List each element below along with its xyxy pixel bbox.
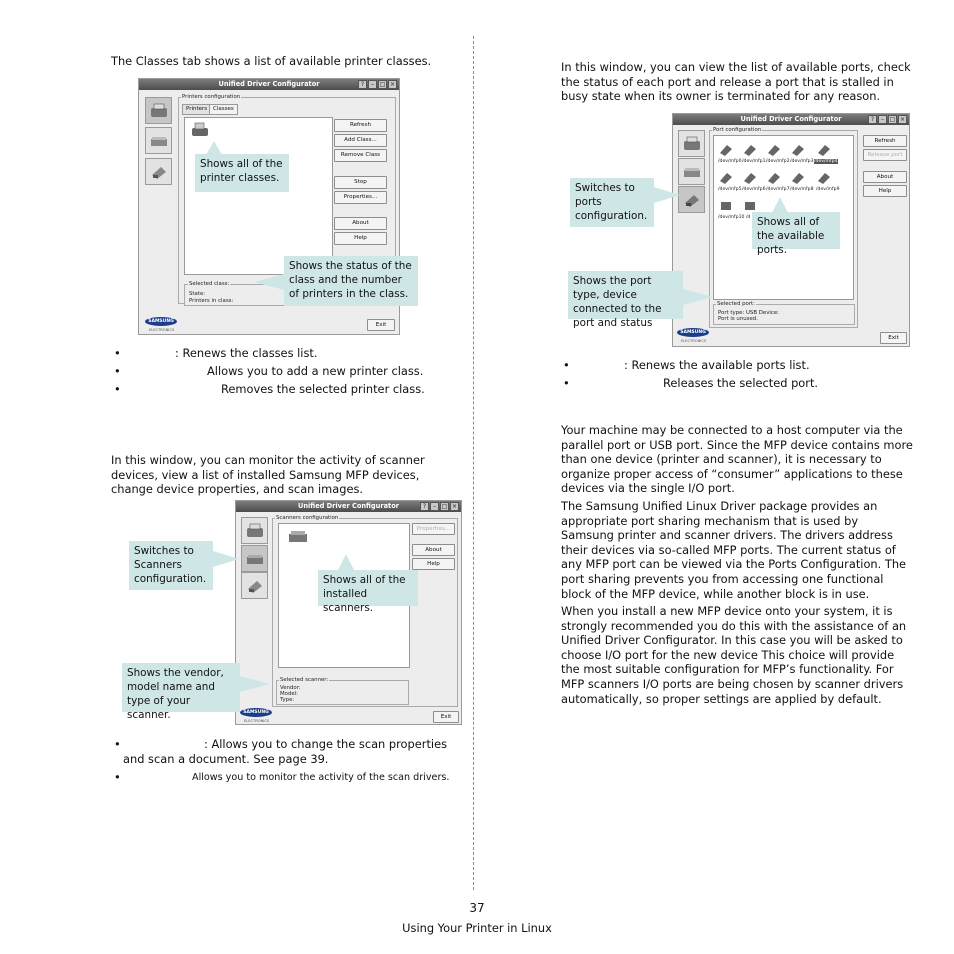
printer-class-icon [190, 121, 210, 139]
port-label: /dev/mfp10 [718, 215, 745, 220]
bullet-dot: • [563, 358, 570, 372]
bullet-add-class: Allows you to add a new printer class. [207, 364, 424, 378]
port-icon [766, 171, 782, 185]
bullet-drivers: Allows you to monitor the activity of the scan drivers. [192, 772, 450, 783]
callout-pointer [206, 141, 222, 155]
callout-pointer [254, 274, 284, 290]
window-title: Unified Driver Configurator [298, 502, 399, 510]
port-label: /dev/mfp6 [742, 187, 766, 192]
bullet-dot: • [114, 770, 121, 784]
maximize-icon[interactable]: □ [889, 116, 896, 123]
ports-config-icon[interactable] [678, 186, 705, 213]
port-icon [790, 171, 806, 185]
callout-switch-scanners: Switches to Scanners configuration. [129, 541, 213, 590]
add-class-button[interactable]: Add Class... [334, 134, 387, 147]
selected-scanner-label: Selected scanner: [280, 677, 329, 683]
help-icon[interactable]: ? [868, 115, 877, 124]
callout-installed-scanners: Shows all of the installed scanners. [318, 570, 418, 606]
minimize-icon[interactable]: – [878, 115, 887, 124]
logo-subtitle: ELECTRONICS [681, 339, 707, 343]
release-port-button[interactable]: Release port [863, 149, 907, 161]
callout-pointer [240, 676, 270, 692]
bullet-properties: : Allows you to change the scan properties and scan a document. See page 39. [123, 737, 448, 766]
bullet-dot: • [114, 382, 121, 396]
port-icon [766, 143, 782, 157]
about-button[interactable]: About [863, 171, 907, 183]
port-status-label: Port is unused. [718, 316, 758, 322]
printers-config-icon[interactable] [241, 517, 268, 544]
callout-pointer [213, 551, 239, 567]
port-icon [718, 143, 734, 157]
exit-button[interactable]: Exit [367, 319, 395, 331]
callout-available-ports: Shows all of the available ports. [752, 212, 840, 249]
bullet-remove-class: Removes the selected printer class. [221, 382, 425, 396]
port-label: /dev/mfp1 [742, 159, 766, 164]
bullet-release-port: Releases the selected port. [663, 376, 819, 390]
help-icon[interactable]: ? [420, 502, 429, 511]
samsung-logo: SAMSUNG [677, 328, 709, 337]
port-label: /dev/mfp2 [766, 159, 790, 164]
properties-button[interactable]: Properties... [334, 191, 387, 204]
properties-button[interactable]: Properties... [412, 523, 455, 535]
window-title: Unified Driver Configurator [218, 80, 320, 88]
paragraph-mfp-ports: Your machine may be connected to a host computer via the parallel port or USB port. Since the MFP device contains more than one device (printer and scanner), it is necessary to organize proper access of “consumer” applications to these devices via the single I/O port. [561, 423, 913, 496]
port-icon [742, 171, 758, 185]
minimize-icon[interactable]: – [368, 80, 377, 89]
title-bar [236, 501, 461, 512]
selected-scanner-group [276, 680, 409, 705]
tab-classes[interactable]: Classes [209, 104, 238, 115]
port-type-label: Port type: USB Device: [718, 310, 780, 316]
minimize-icon[interactable]: – [430, 502, 439, 511]
port-icon [790, 143, 806, 157]
selected-port-label: Selected port: [717, 301, 755, 307]
vendor-label: Vendor: [280, 685, 301, 691]
footer-title: Using Your Printer in Linux [402, 921, 552, 935]
port-icon [816, 171, 832, 185]
window-title: Unified Driver Configurator [740, 115, 842, 123]
printers-in-class-label: Printers in class: [189, 298, 234, 304]
paragraph-port-sharing: The Samsung Unified Linux Driver package provides an appropriate port sharing mechanism that is used by Samsung printer and scanner drivers. The drivers address their devices via so-called MFP ports. The current status of any MFP port can be viewed via the Ports Configuration. The port sharing prevents you from accessing one functional block of the MFP device, while another block is in use. [561, 499, 907, 601]
bullet-dot: • [114, 346, 121, 360]
scanners-config-icon[interactable] [241, 545, 268, 572]
bullet-ports-refresh: : Renews the available ports list. [624, 358, 810, 372]
group-label: Scanners configuration [276, 515, 339, 521]
ports-intro: In this window, you can view the list of available ports, check the status of each port and release a port that is stalled in busy state when its owner is terminated for any reason. [561, 60, 911, 104]
close-icon[interactable]: × [389, 81, 396, 88]
callout-printer-classes: Shows all of the printer classes. [195, 154, 289, 192]
bullet-dot: • [114, 737, 121, 751]
exit-button[interactable]: Exit [433, 711, 459, 723]
samsung-logo: SAMSUNG [145, 317, 177, 326]
group-label: Printers configuration [182, 94, 241, 100]
callout-scanner-vendor: Shows the vendor, model name and type of your scanner. [122, 663, 240, 712]
remove-class-button[interactable]: Remove Class [334, 149, 387, 162]
logo-subtitle: ELECTRONICS [149, 328, 175, 332]
title-bar [139, 79, 399, 90]
column-divider [473, 36, 474, 890]
scanners-config-icon[interactable] [678, 158, 705, 185]
refresh-button[interactable]: Refresh [863, 135, 907, 147]
bullet-refresh: : Renews the classes list. [175, 346, 318, 360]
close-icon[interactable]: × [899, 116, 906, 123]
callout-pointer [772, 197, 788, 213]
title-bar [673, 114, 909, 125]
scanner-icon [288, 528, 308, 544]
state-label: State: [189, 291, 206, 297]
port-icon [718, 199, 734, 213]
group-label: Port configuration [713, 127, 762, 133]
scanners-config-icon[interactable] [145, 127, 172, 154]
about-button[interactable]: About [412, 544, 455, 556]
callout-pointer [654, 187, 680, 203]
help-button[interactable]: Help [863, 185, 907, 197]
callout-pointer [338, 554, 354, 570]
bullet-dot: • [563, 376, 570, 390]
port-label: /dev/mfp7 [766, 187, 790, 192]
ports-config-icon[interactable] [145, 158, 172, 185]
type-label: Type: [280, 697, 295, 703]
printers-config-icon[interactable] [145, 97, 172, 124]
ports-config-icon[interactable] [241, 572, 268, 599]
logo-subtitle: ELECTRONICS [244, 719, 270, 723]
port-label: /d [746, 215, 751, 220]
help-icon[interactable]: ? [358, 80, 367, 89]
classes-intro: The Classes tab shows a list of available printer classes. [111, 54, 432, 68]
stop-button[interactable]: Stop [334, 176, 387, 189]
close-icon[interactable]: × [451, 503, 458, 510]
port-icon [742, 199, 758, 213]
refresh-button[interactable]: Refresh [334, 119, 387, 132]
about-button[interactable]: About [334, 217, 387, 230]
port-icon [816, 143, 832, 157]
bullet-dot: • [114, 364, 121, 378]
callout-switch-ports: Switches to ports configuration. [570, 178, 654, 227]
port-label: /dev/mfp8 [790, 187, 814, 192]
maximize-icon[interactable]: □ [379, 81, 386, 88]
port-icon [742, 143, 758, 157]
tab-printers[interactable]: Printers [182, 104, 211, 115]
port-label: /dev/mfp3 [790, 159, 814, 164]
samsung-logo: SAMSUNG [240, 708, 272, 717]
help-button[interactable]: Help [412, 558, 455, 570]
selected-port-group [713, 304, 855, 325]
callout-pointer [683, 289, 713, 305]
help-button[interactable]: Help [334, 232, 387, 245]
callout-class-status: Shows the status of the class and the number of printers in the class. [284, 256, 418, 306]
paragraph-install-device: When you install a new MFP device onto your system, it is strongly recommended you do this with the assistance of an Unified Driver Configurator. In this case you will be asked to choose I/O port for the new device This choice will provide the most suitable configuration for MFP’s functionality. For MFP scanners I/O ports are being chosen by scanner drivers automatically, so proper settings are applied by default. [561, 604, 907, 706]
port-icon [718, 171, 734, 185]
selected-class-label: Selected class: [189, 281, 230, 287]
exit-button[interactable]: Exit [880, 332, 907, 344]
maximize-icon[interactable]: □ [441, 503, 448, 510]
port-label: /dev/mfp5 [718, 187, 742, 192]
scanners-intro: In this window, you can monitor the activity of scanner devices, view a list of installed Samsung MFP devices, change device properties, and scan images. [111, 453, 425, 497]
model-label: Model: [280, 691, 299, 697]
port-label: /dev/mfp0 [718, 159, 742, 164]
callout-port-type: Shows the port type, device connected to the port and status [568, 271, 683, 319]
printers-config-icon[interactable] [678, 130, 705, 157]
port-label-selected: /dev/mfp4 [814, 159, 838, 164]
port-label: /dev/mfp9 [816, 187, 840, 192]
page-number: 37 [469, 901, 485, 915]
